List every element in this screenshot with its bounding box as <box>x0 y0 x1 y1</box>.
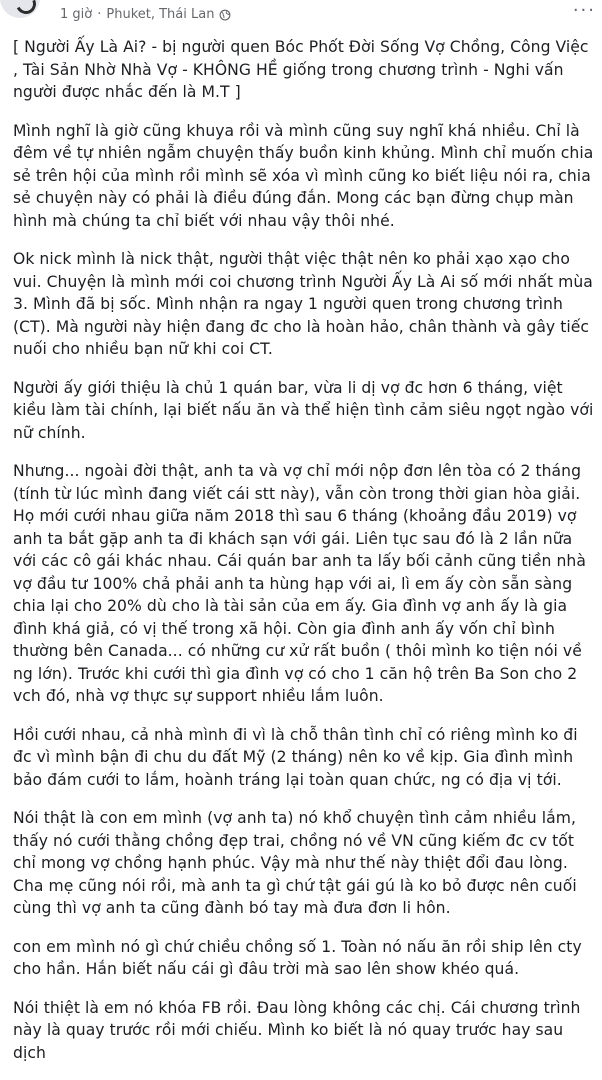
globe-icon[interactable] <box>219 9 231 21</box>
post-paragraph: Hồi cưới nhau, cả nhà mình đi vì là chỗ thân tình chỉ có riêng mình ko đi đc vì mình bận đi chu du đất Mỹ (2 tháng) nên ko về kịp. Gia đình mình bảo đám cưới to lắm, hoành tráng lại toàn quan chức, ng có địa vị tới. <box>13 725 578 789</box>
post-time[interactable]: 1 giờ <box>60 7 93 22</box>
post-paragraph: Ok nick mình là nick thật, người thật việc thật nên ko phải xạo xạo cho vui. Chuyện là mình mới coi chương trình Người Ấy Là Ai số mới nhất mùa 3. Mình đã bị sốc. Mình nhận ra ngay 1 người quen trong chương trình (CT). Mà người này hiện đang đc cho là hoàn hảo, chân thành và gây tiếc nuối cho nhiều bạn nữ khi coi CT. <box>13 250 593 358</box>
post-paragraph: Mình nghĩ là giờ cũng khuya rồi và mình cũng suy nghĩ khá nhiều. Chỉ là đêm về tự nhiên ngẫm chuyện thấy buồn kinh khủng. Mình chỉ muốn chia sẻ trên hội của mình rồi mình sẽ xóa vì mình cũng ko biết liệu nói ra, chia sẻ chuyện này có phải là điều đúng đắn. Mong các bạn đừng chụp màn hình mà chúng ta chỉ biết với nhau vậy thôi nhé. <box>13 121 594 230</box>
post-header <box>0 0 602 30</box>
post-paragraph: Nói thật là con em mình (vợ anh ta) nó khổ chuyện tình cảm nhiều lắm, thấy nó cưới thằng chồng đẹp trai, chồng nó về VN cũng kiếm đc cv tốt chỉ mong vợ chồng hạnh phúc. Vậy mà như thế này thiệt đổi đau lòng. Cha mẹ cũng nói rồi, mà anh ta gì chứ tật gái gú là ko bỏ được nên cuối cùng thì vợ anh ta cũng đành bó tay mà đưa đơn li hôn. <box>13 809 577 917</box>
post-paragraph: con em mình nó gì chứ chiều chồng số 1. Toàn nó nấu ăn rồi ship lên cty cho hần. Hắn biết nấu cái gì đâu trời mà sao lên show khéo quá. <box>13 937 582 978</box>
post-paragraph: Người ấy giới thiệu là chủ 1 quán bar, vừa li dị vợ đc hơn 6 tháng, việt kiều làm tài chính, lại biết nấu ăn và thể hiện tình cảm siêu ngọt ngào với nữ chính. <box>13 378 594 442</box>
post-paragraph: Nhưng... ngoài đời thật, anh ta và vợ chỉ mới nộp đơn lên tòa có 2 tháng (tính từ lúc mình đang viết cái stt này), vẫn còn trong thời gian hòa giải. Họ mới cưới nhau giữa năm 2018 thì sau 6 tháng (khoảng đầu 2019) vợ anh ta bắt gặp anh ta đi khách sạn với gái. Liên tục sau đó là 2 lần nữa với các cô gái khác nhau. Cái quán bar anh ta lấy bối cảnh cũng tiền nhà vợ đầu tư 100% chả phải anh ta hùng hạp với ai, lì em ấy còn sẵn sàng chia lại cho 20% dù cho là tài sản của em ấy. Gia đình vợ anh ấy là gia đình khá giả, có vị thế trong xã hội. Còn gia đình anh ấy vốn chỉ bình thường bên Canada... có những cư xử rất buồn ( thôi mình ko tiện nói về ng lớn). Trước khi cưới thì gia đình vợ có cho 1 căn hộ trên Ba Son cho 2 vch đó, nhà vợ thực sự support nhiều lắm luôn. <box>13 462 586 705</box>
post-meta <box>60 7 231 23</box>
post-paragraph: [ Người Ấy Là Ai? - bị người quen Bóc Phốt Đời Sống Vợ Chồng, Công Việc , Tài Sản Nhờ Nhà Vợ - KHÔNG HỀ giống trong chương trình - Nghi vấn người được nhắc đến là M.T ] <box>13 38 589 101</box>
avatar[interactable] <box>0 0 40 18</box>
more-options-button[interactable]: ··· <box>572 0 596 21</box>
avatar-image <box>13 0 39 17</box>
meta-separator: · <box>97 7 102 22</box>
post-paragraph: Nói thiệt là em nó khóa FB rồi. Đau lòng không các chị. Cái chương trình này là quay trước rồi mới chiếu. Mình ko biết là nó quay trước hay sau dịch <box>13 998 581 1062</box>
post-location[interactable]: Phuket, Thái Lan <box>106 7 215 22</box>
post-body <box>13 36 597 1080</box>
